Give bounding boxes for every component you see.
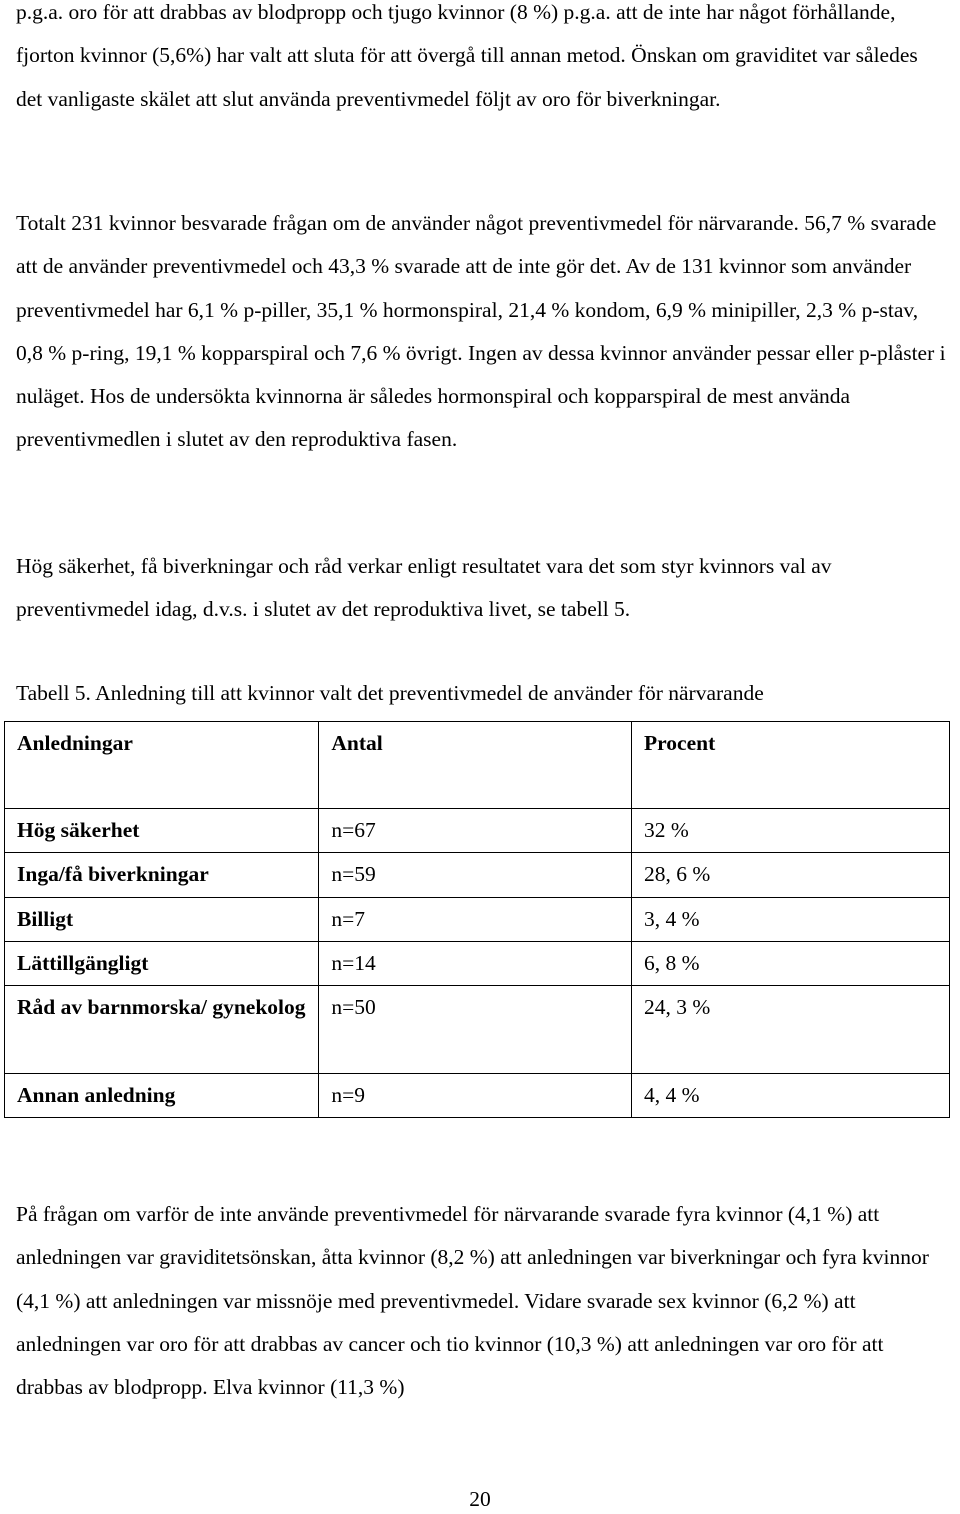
row-percent: 28, 6 % xyxy=(632,853,950,897)
row-reason: Hög säkerhet xyxy=(5,809,319,853)
row-count: n=67 xyxy=(319,809,632,853)
row-count: n=9 xyxy=(319,1074,632,1118)
page-number: 20 xyxy=(469,1487,491,1511)
paragraph-current-use: Totalt 231 kvinnor besvarade frågan om de använder något preventivmedel för närvarande. 56,7 % svarade att de använder preventivmedel och 43,3 % svarade att de inte gör det. Av de 131 kvinnor som använder preventivmedel har 6,1 % p-piller, 35,1 % hormonspiral, 21,4 % kondom, 6,9 % minipiller, 2,3 % p-stav, 0,8 % p-ring, 19,1 % kopparspiral och 7,6 % övrigt. Ingen av dessa kvinnor använder pessar eller p-plåster i nuläget. Hos de undersökta kvinnorna är således hormonspiral och kopparspiral de mest använda preventivmedlen i slutet av den reproduktiva fasen. xyxy=(16,211,946,452)
row-count: n=7 xyxy=(319,897,632,941)
row-reason: Billigt xyxy=(5,897,319,941)
paragraph-reasons-stopped: p.g.a. oro för att drabbas av blodpropp och tjugo kvinnor (8 %) p.g.a. att de inte har något förhållande, fjorton kvinnor (5,6%) har valt att sluta för att övergå till annan metod. Önskan om graviditet var således det vanligaste skälet att slut använda preventivmedel följt av oro för biverkningar. xyxy=(16,0,918,111)
header-reasons: Anledningar xyxy=(5,722,319,809)
row-percent: 6, 8 % xyxy=(632,941,950,985)
table-row xyxy=(5,986,950,1074)
row-count: n=59 xyxy=(319,853,632,897)
table-row xyxy=(5,897,950,941)
row-percent: 32 % xyxy=(632,809,950,853)
paragraph-reasons-not-using: På frågan om varför de inte använde preventivmedel för närvarande svarade fyra kvinnor (4,1 %) att anledningen var graviditetsönskan, åtta kvinnor (8,2 %) att anledningen var biverkningar och fyra kvinnor (4,1 %) att anledningen var missnöje med preventivmedel. Vidare svarade sex kvinnor (6,2 %) att anledningen var oro för att drabbas av cancer och tio kvinnor (10,3 %) att anledningen var oro för att drabbas av blodpropp. Elva kvinnor (11,3 %) xyxy=(16,1202,929,1400)
row-percent: 4, 4 % xyxy=(632,1074,950,1118)
row-reason: Lättillgängligt xyxy=(5,941,319,985)
row-count: n=14 xyxy=(319,941,632,985)
row-reason: Inga/få biverkningar xyxy=(5,853,319,897)
reasons-table xyxy=(4,721,950,1118)
row-reason: Råd av barnmorska/ gynekolog xyxy=(5,986,319,1074)
table-row xyxy=(5,809,950,853)
table-row xyxy=(5,941,950,985)
table-caption: Tabell 5. Anledning till att kvinnor valt det preventivmedel de använder för närvarande xyxy=(16,681,764,705)
table-row xyxy=(5,853,950,897)
header-percent: Procent xyxy=(632,722,950,809)
header-count: Antal xyxy=(319,722,632,809)
row-percent: 3, 4 % xyxy=(632,897,950,941)
table-header-row xyxy=(5,722,950,809)
table-row xyxy=(5,1074,950,1118)
row-reason: Annan anledning xyxy=(5,1074,319,1118)
row-percent: 24, 3 % xyxy=(632,986,950,1074)
row-count: n=50 xyxy=(319,986,632,1074)
paragraph-choice-factors: Hög säkerhet, få biverkningar och råd verkar enligt resultatet vara det som styr kvinnors val av preventivmedel idag, d.v.s. i slutet av det reproduktiva livet, se tabell 5. xyxy=(16,554,832,622)
